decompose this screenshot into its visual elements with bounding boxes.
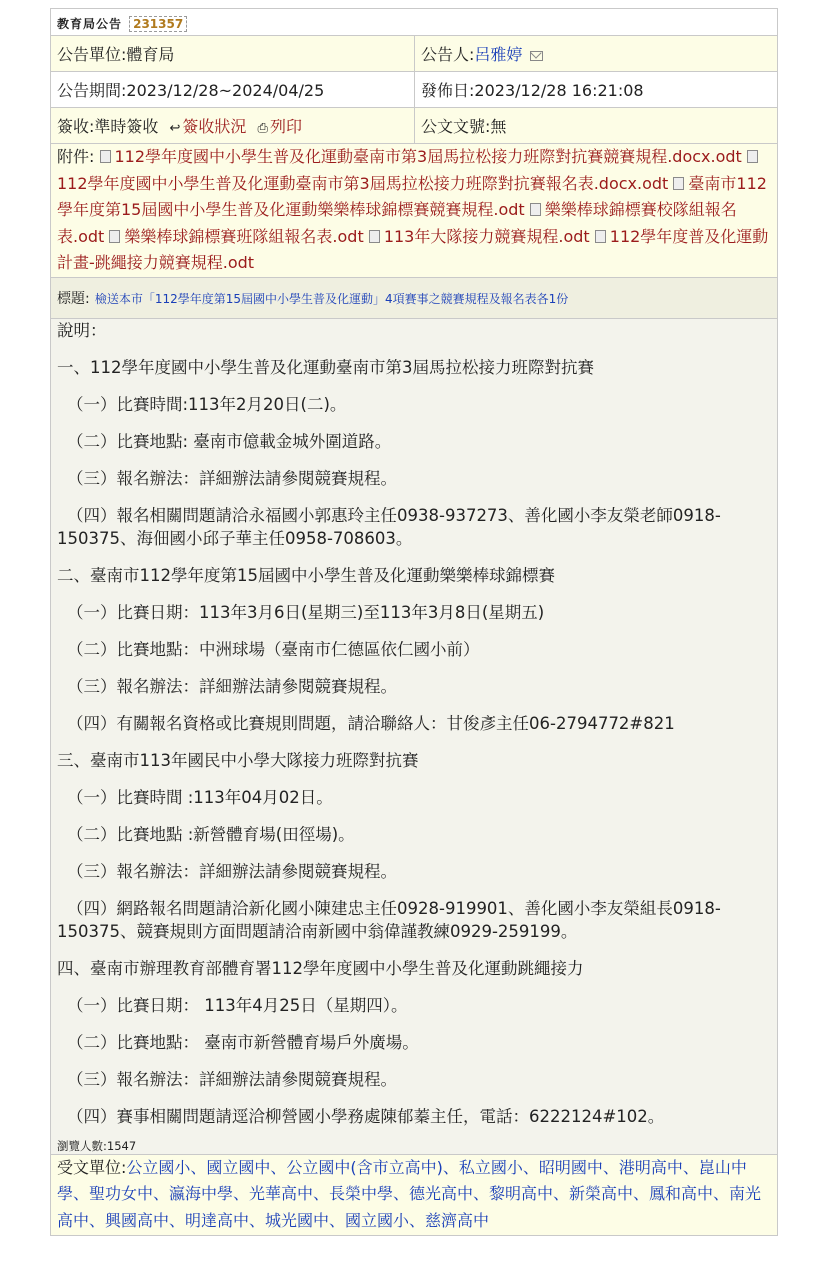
attachments-label: 附件: bbox=[57, 147, 95, 166]
attachment-link[interactable]: 樂樂棒球錦標賽班隊組報名表.odt bbox=[124, 226, 364, 246]
attachment-link[interactable]: 112學年度國中小學生普及化運動臺南市第3屆馬拉松接力班際對抗賽競賽規程.docx.odt bbox=[114, 147, 742, 166]
sign-cell bbox=[51, 108, 415, 144]
announcement-table bbox=[50, 8, 778, 1236]
body-paragraph: （四）有關報名資格或比賽規則問題，請洽聯絡人：甘俊彥主任06-2794772#821 bbox=[67, 713, 675, 733]
attachment-link[interactable]: 臺南市112學年度第15屆國中小學生普及化運動樂樂棒球錦標賽競賽規程.odt bbox=[57, 173, 767, 219]
body-paragraph: （一）比賽日期：113年3月6日(星期三)至113年3月8日(星期五) bbox=[67, 602, 545, 622]
body-paragraph: （一）比賽時間:113年2月20日(二)。 bbox=[67, 394, 347, 414]
sign-status-icon[interactable]: ↩ bbox=[169, 121, 181, 136]
print-link[interactable]: 列印 bbox=[269, 117, 302, 136]
recipients-value: 公立國小、國立國中、公立國中(含市立高中)、私立國小、昭明國中、港明高中、崑山中學、聖功女中、瀛海中學、光華高中、長榮中學、德光高中、黎明高中、新榮高中、鳳和高中、南光高中、興國高中、明達高中、城光國中、國立國小、慈濟高中 bbox=[57, 1157, 762, 1230]
announcement-container bbox=[50, 8, 777, 1236]
attachment-link[interactable]: 112學年度普及化運動計畫-跳繩接力競賽規程.odt bbox=[57, 226, 769, 272]
publish-label: 發佈日: bbox=[421, 81, 475, 100]
body-paragraph: （三）報名辦法：詳細辦法請參閱競賽規程。 bbox=[67, 468, 397, 488]
document-icon bbox=[530, 203, 541, 216]
printer-icon[interactable]: ⎙ bbox=[257, 121, 268, 136]
body-paragraph: （一）比賽時間 :113年04月02日。 bbox=[67, 787, 333, 807]
recipients-label: 受文單位: bbox=[57, 1157, 127, 1177]
sign-value: 準時簽收 bbox=[94, 117, 159, 136]
attachment-link[interactable]: 樂樂棒球錦標賽校隊組報名表.odt bbox=[57, 200, 737, 246]
body-paragraph: （三）報名辦法：詳細辦法請參閱競賽規程。 bbox=[67, 1069, 397, 1089]
body-paragraph: （二）比賽地點 :新營體育場(田徑場)。 bbox=[67, 824, 355, 844]
unit-value: 體育局 bbox=[126, 45, 175, 64]
docno-label: 公文文號: bbox=[421, 117, 491, 136]
subject-value: 檢送本市「112學年度第15屆國中小學生普及化運動」4項賽事之競賽規程及報名表各1份 bbox=[94, 291, 569, 306]
body-paragraph: （二）比賽地點: 臺南市億載金城外圍道路。 bbox=[67, 431, 392, 451]
section-heading: 二、臺南市112學年度第15屆國中小學生普及化運動樂樂棒球錦標賽 bbox=[57, 565, 555, 585]
body-paragraph: （二）比賽地點：中洲球場（臺南市仁德區依仁國小前） bbox=[67, 639, 480, 659]
period-value: 2023/12/28~2024/04/25 bbox=[126, 81, 325, 100]
period-cell bbox=[51, 72, 415, 108]
body-paragraph: （二）比賽地點： 臺南市新營體育場戶外廣場。 bbox=[67, 1032, 419, 1052]
attachments-cell bbox=[51, 144, 778, 278]
sign-status-link[interactable]: 簽收狀況 bbox=[182, 117, 247, 136]
document-icon bbox=[369, 230, 380, 243]
section-heading: 三、臺南市113年國民中小學大隊接力班際對抗賽 bbox=[57, 750, 419, 770]
announcement-label: 教育局公告 bbox=[57, 16, 123, 31]
body-paragraph: 說明： bbox=[57, 320, 107, 340]
announcement-body bbox=[51, 318, 778, 1154]
publish-value: 2023/12/28 16:21:08 bbox=[474, 81, 644, 100]
person-cell bbox=[415, 36, 778, 72]
recipients-cell bbox=[51, 1154, 778, 1235]
attachment-link[interactable]: 113年大隊接力競賽規程.odt bbox=[383, 226, 590, 246]
body-paragraph: （一）比賽日期： 113年4月25日（星期四）。 bbox=[67, 995, 408, 1015]
document-icon bbox=[595, 230, 606, 243]
announcement-id: 231357 bbox=[129, 16, 187, 32]
publish-cell bbox=[415, 72, 778, 108]
subject-label: 標題: bbox=[57, 290, 90, 307]
sign-label: 簽收: bbox=[57, 117, 95, 136]
view-count: 瀏覽人數:1547 bbox=[57, 1138, 137, 1153]
announcement-header bbox=[51, 9, 778, 36]
body-paragraph: （四）報名相關問題請洽永福國小郭惠玲主任0938-937273、善化國小李友榮老師0918-150375、海佃國小邱子華主任0958-708603。 bbox=[57, 505, 721, 548]
unit-cell bbox=[51, 36, 415, 72]
mail-icon[interactable] bbox=[530, 51, 543, 61]
section-heading: 四、臺南市辦理教育部體育署112學年度國中小學生普及化運動跳繩接力 bbox=[57, 958, 584, 978]
document-icon bbox=[747, 150, 758, 163]
document-icon bbox=[100, 150, 111, 163]
unit-label: 公告單位: bbox=[57, 45, 127, 64]
body-paragraph: （三）報名辦法：詳細辦法請參閱競賽規程。 bbox=[67, 861, 397, 881]
body-paragraph: （四）賽事相關問題請逕洽柳營國小學務處陳郁蓁主任，電話：6222124#102。 bbox=[67, 1106, 665, 1126]
document-icon bbox=[673, 177, 684, 190]
docno-value: 無 bbox=[490, 117, 507, 136]
document-icon bbox=[109, 230, 120, 243]
period-label: 公告期間: bbox=[57, 81, 127, 100]
person-label: 公告人: bbox=[421, 45, 475, 64]
person-link[interactable]: 呂雅婷 bbox=[474, 45, 523, 64]
section-heading: 一、112學年度國中小學生普及化運動臺南市第3屆馬拉松接力班際對抗賽 bbox=[57, 357, 594, 377]
subject-cell bbox=[51, 277, 778, 318]
attachment-link[interactable]: 112學年度國中小學生普及化運動臺南市第3屆馬拉松接力班際對抗賽報名表.docx.odt bbox=[57, 173, 669, 193]
body-paragraph: （三）報名辦法：詳細辦法請參閱競賽規程。 bbox=[67, 676, 397, 696]
body-paragraph: （四）網路報名問題請洽新化國小陳建忠主任0928-919901、善化國小李友榮組長0918-150375、競賽規則方面問題請洽南新國中翁偉謹教練0929-259199。 bbox=[57, 898, 721, 941]
docno-cell bbox=[415, 108, 778, 144]
